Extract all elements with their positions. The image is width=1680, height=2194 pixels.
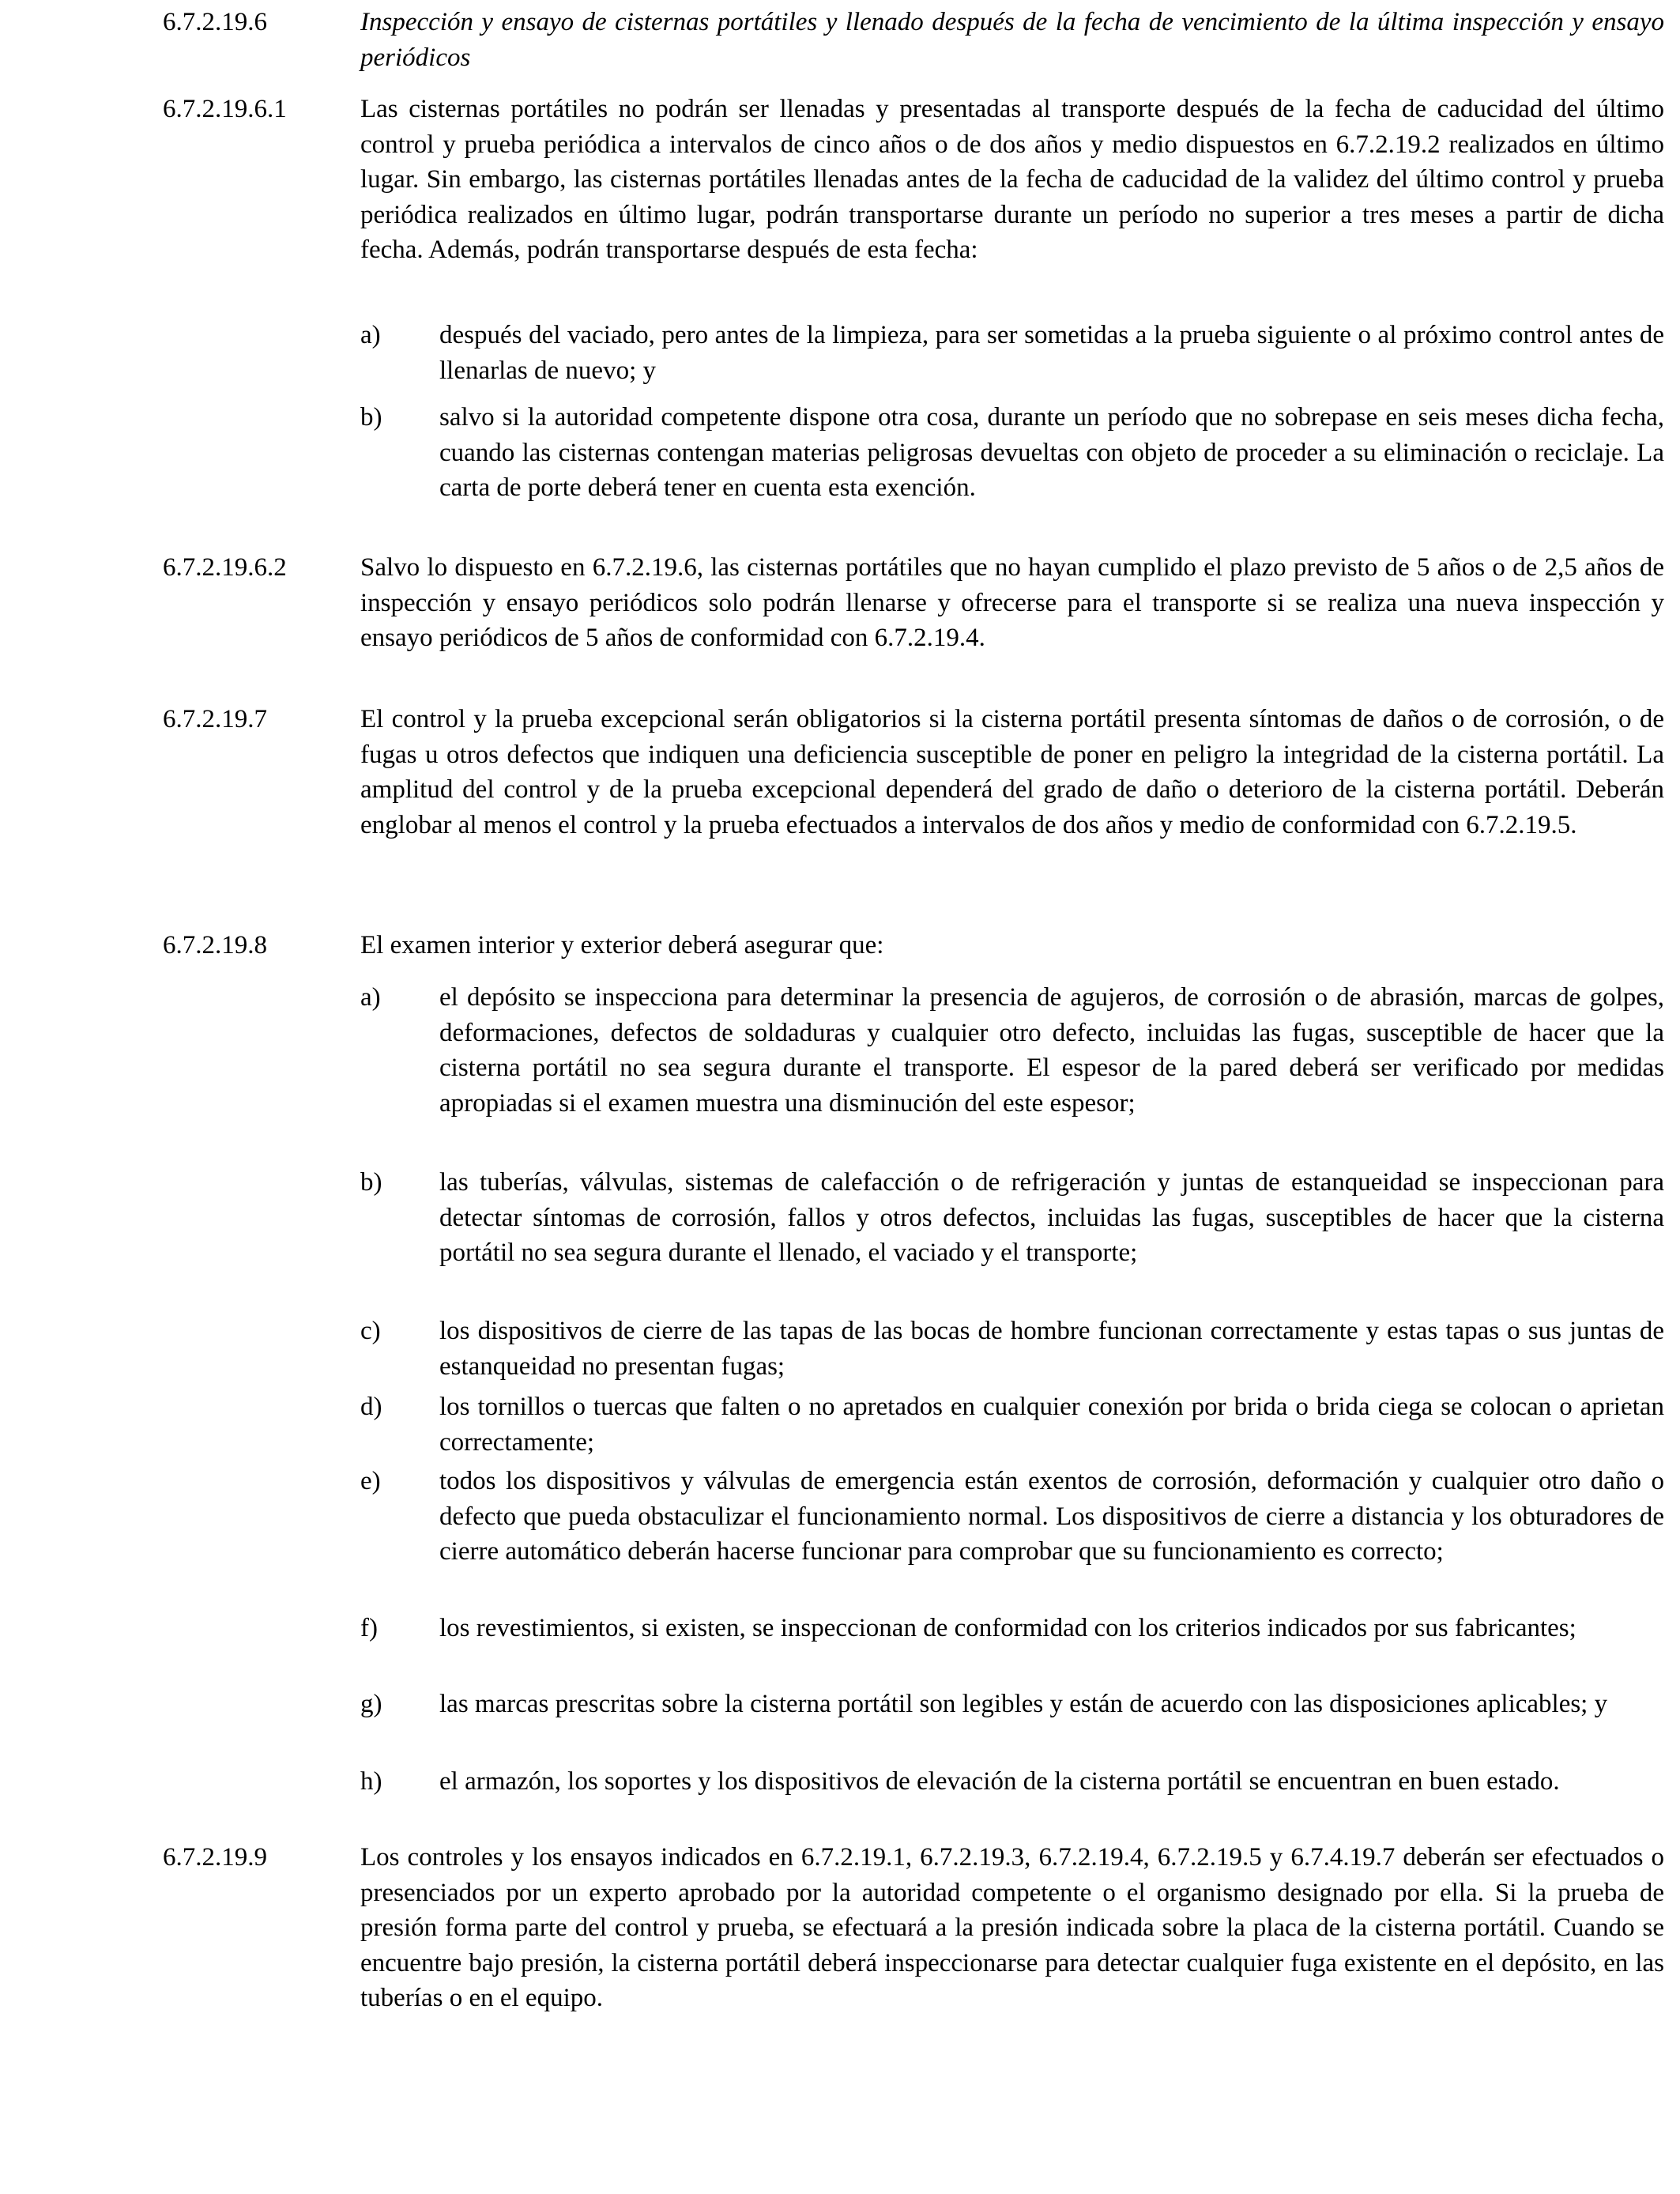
list-item-label: f) bbox=[360, 1614, 378, 1642]
section-number: 6.7.2.19.6.1 bbox=[163, 95, 287, 123]
list-item-label: c) bbox=[360, 1317, 381, 1345]
section-number: 6.7.2.19.7 bbox=[163, 705, 267, 733]
list-item-label: a) bbox=[360, 983, 381, 1012]
list-item-text: los tornillos o tuercas que falten o no apretados en cualquier conexión por brida o brida ciega se colocan o aprietan correctamente; bbox=[439, 1393, 1664, 1457]
section-paragraph: Los controles y los ensayos indicados en 6.7.2.19.1, 6.7.2.19.3, 6.7.2.19.4, 6.7.2.19.5 y 6.7.4.19.7 deberán ser efectuados o presenciados por un experto aprobado por la autoridad competente o el organismo designado por ella. Si la prueba de presión forma parte del control y prueba, se efectuará a la presión indicada sobre la placa de la cisterna portátil. Cuando se encuentre bajo presión, la cisterna portátil deberá inspeccionarse para detectar cualquier fuga existente en el depósito, en las tuberías o en el equipo. bbox=[360, 1843, 1664, 2012]
list-item-label: h) bbox=[360, 1767, 382, 1796]
section-paragraph: Salvo lo dispuesto en 6.7.2.19.6, las cisternas portátiles que no hayan cumplido el plazo previsto de 5 años o de 2,5 años de inspección y ensayo periódicos solo podrán llenarse y ofrecerse para el transporte si se realiza una nueva inspección y ensayo periódicos de 5 años de conformidad con 6.7.2.19.4. bbox=[360, 553, 1664, 652]
list-item-label: b) bbox=[360, 403, 382, 432]
list-item-text: todos los dispositivos y válvulas de emergencia están exentos de corrosión, deformación y cualquier otro daño o defecto que pueda obstaculizar el funcionamiento normal. Los dispositivos de cierre a distancia y los obturadores de cierre automático deberán hacerse funcionar para comprobar que su funcionamiento es correcto; bbox=[439, 1467, 1664, 1566]
list-item-text: después del vaciado, pero antes de la limpieza, para ser sometidas a la prueba siguiente o al próximo control antes de llenarlas de nuevo; y bbox=[439, 321, 1664, 385]
section-number: 6.7.2.19.9 bbox=[163, 1843, 267, 1872]
list-item-text: los dispositivos de cierre de las tapas de las bocas de hombre funcionan correctamente y estas tapas o sus juntas de estanqueidad no presentan fugas; bbox=[439, 1317, 1664, 1381]
section-paragraph: El control y la prueba excepcional serán obligatorios si la cisterna portátil presenta síntomas de daños o de corrosión, o de fugas u otros defectos que indiquen una deficiencia susceptible de poner en peligro la integridad de la cisterna portátil. La amplitud del control y de la prueba excepcional dependerá del grado de daño o deterioro de la cisterna portátil. Deberán englobar al menos el control y la prueba efectuados a intervalos de dos años y medio de conformidad con 6.7.2.19.5. bbox=[360, 705, 1664, 839]
section-number: 6.7.2.19.8 bbox=[163, 931, 267, 959]
section-number: 6.7.2.19.6 bbox=[163, 8, 267, 36]
section-number: 6.7.2.19.6.2 bbox=[163, 553, 287, 582]
section-heading: Inspección y ensayo de cisternas portátiles y llenado después de la fecha de vencimiento de la última inspección y ensayo periódicos bbox=[360, 8, 1664, 72]
list-item-label: a) bbox=[360, 321, 381, 349]
list-item-label: e) bbox=[360, 1467, 381, 1495]
list-item-text: salvo si la autoridad competente dispone otra cosa, durante un período que no sobrepase en seis meses dicha fecha, cuando las cisternas contengan materias peligrosas devueltas con objeto de proceder a su eliminación o reciclaje. La carta de porte deberá tener en cuenta esta exención. bbox=[439, 403, 1664, 502]
list-item-text: las tuberías, válvulas, sistemas de calefacción o de refrigeración y juntas de estanqueidad se inspeccionan para detectar síntomas de corrosión, fallos y otros defectos, incluidas las fugas, susceptibles de hacer que la cisterna portátil no sea segura durante el llenado, el vaciado y el transporte; bbox=[439, 1168, 1664, 1267]
list-item-label: g) bbox=[360, 1690, 382, 1718]
list-item-text: los revestimientos, si existen, se inspeccionan de conformidad con los criterios indicados por sus fabricantes; bbox=[439, 1614, 1576, 1642]
list-item-text: las marcas prescritas sobre la cisterna portátil son legibles y están de acuerdo con las disposiciones aplicables; y bbox=[439, 1690, 1608, 1718]
section-paragraph: Las cisternas portátiles no podrán ser llenadas y presentadas al transporte después de la fecha de caducidad del último control y prueba periódica a intervalos de cinco años o de dos años y medio dispuestos en 6.7.2.19.2 realizados en último lugar. Sin embargo, las cisternas portátiles llenadas antes de la fecha de caducidad de la validez del último control y prueba periódica realizados en último lugar, podrán transportarse durante un período no superior a tres meses a partir de dicha fecha. Además, podrán transportarse después de esta fecha: bbox=[360, 95, 1664, 264]
list-item-text: el armazón, los soportes y los dispositivos de elevación de la cisterna portátil se encuentran en buen estado. bbox=[439, 1767, 1560, 1796]
list-item-label: d) bbox=[360, 1393, 382, 1421]
list-item-text: el depósito se inspecciona para determinar la presencia de agujeros, de corrosión o de abrasión, marcas de golpes, deformaciones, defectos de soldaduras y cualquier otro defecto, incluidas las fugas, susceptible de hacer que la cisterna portátil no sea segura durante el transporte. El espesor de la pared deberá ser verificado por medidas apropiadas si el examen muestra una disminución del este espesor; bbox=[439, 983, 1664, 1118]
list-item-label: b) bbox=[360, 1168, 382, 1197]
section-paragraph: El examen interior y exterior deberá asegurar que: bbox=[360, 931, 884, 959]
